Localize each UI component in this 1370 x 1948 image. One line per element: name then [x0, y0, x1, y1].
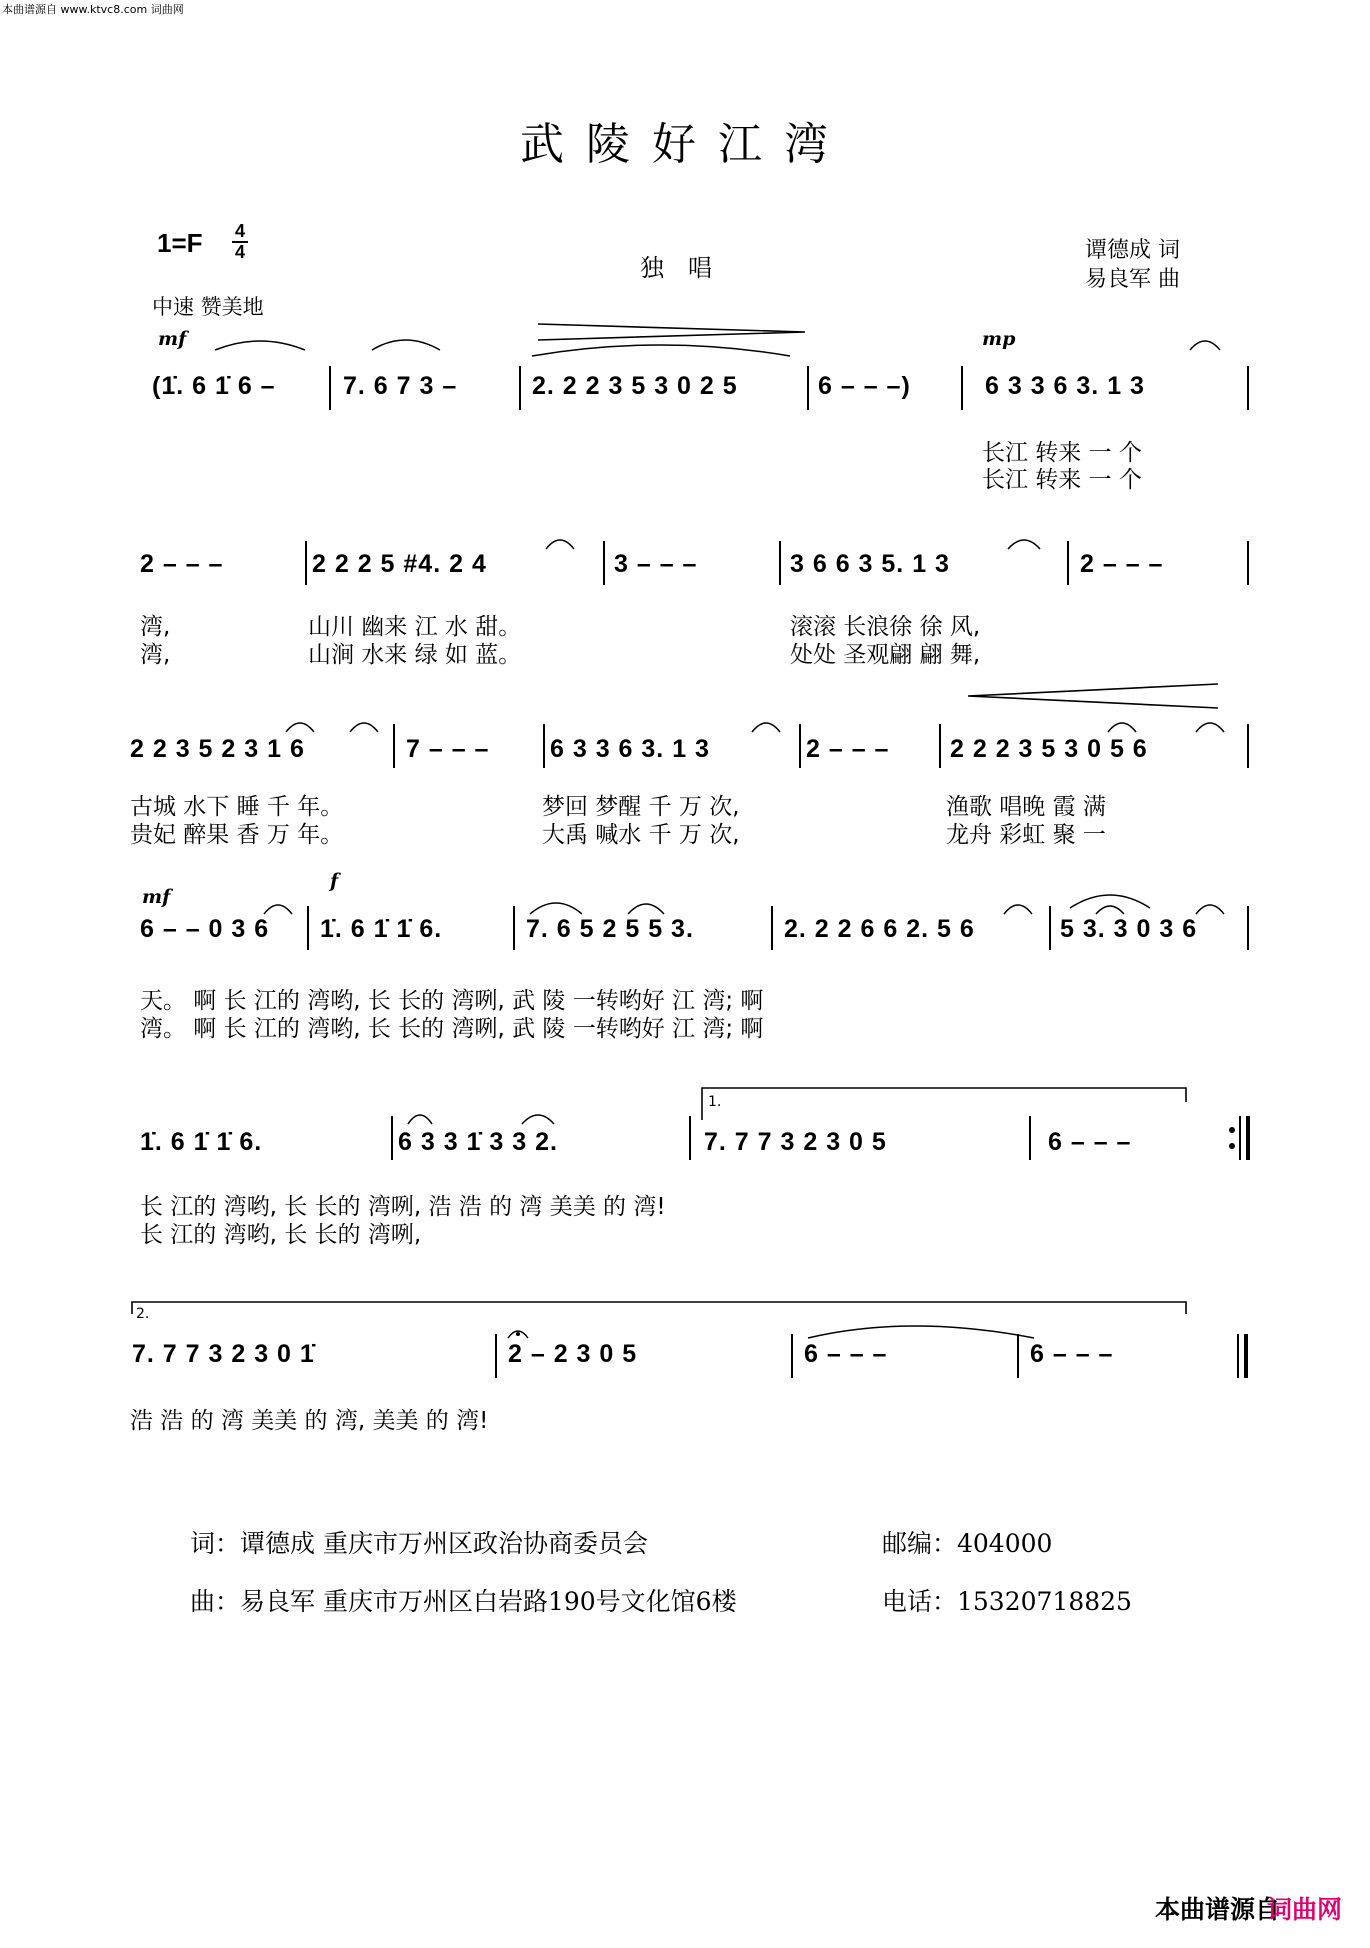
- row6-bar3: 6 – – –: [804, 1340, 888, 1368]
- bottom-watermark-source: 本曲谱源自: [1154, 1895, 1280, 1924]
- time-signature-bottom: 4: [234, 242, 245, 262]
- dynamic-mp: mp: [982, 328, 1016, 350]
- row2-lyric2-b: 山涧 水来 绿 如 蓝。: [308, 642, 522, 668]
- key-signature: 1=F: [157, 228, 203, 258]
- row3-bar5: 2 2 2 3 5 3 0 5 6: [950, 735, 1148, 763]
- source-watermark: 本曲谱源自 www.ktvc8.com 词曲网: [2, 3, 184, 16]
- row4-bar1: 6 – – 0 3 6: [140, 915, 270, 943]
- row6-bar1: 7. 7 7 3 2 3 0 1̇: [132, 1340, 315, 1368]
- row3-bar3: 6 3 3 6 3. 1 3: [550, 735, 710, 763]
- row2-lyric1-a: 湾,: [140, 614, 171, 640]
- tempo-marking: 中速 赞美地: [152, 295, 264, 319]
- row4-bar3: 7. 6 5 2 5 5 3.: [526, 915, 694, 943]
- footer-lyricist-info: 词：谭德成 重庆市万州区政治协商委员会: [190, 1529, 648, 1558]
- row2-lyric1-c: 滚滚 长浪徐 徐 风,: [790, 614, 981, 640]
- row1-lyrics-verse2: 长江 转来 一 个: [982, 467, 1142, 493]
- row5-bar4: 6 – – –: [1048, 1128, 1132, 1156]
- row3-bar4: 2 – – –: [806, 735, 890, 763]
- row3-barlines-and-hairpin: [0, 672, 1370, 782]
- row2-bar4: 3 6 6 3 5. 1 3: [790, 550, 950, 578]
- row4-lyrics-verse1: 天。 啊 长 江的 湾哟, 长 长的 湾咧, 武 陵 一转哟好 江 湾; 啊: [140, 988, 764, 1014]
- row1-bar4: 6 – – –): [818, 372, 911, 400]
- row6-bar4: 6 – – –: [1030, 1340, 1114, 1368]
- time-signature: [232, 222, 248, 262]
- row6-lyrics: 浩 浩 的 湾 美美 的 湾, 美美 的 湾!: [130, 1408, 489, 1434]
- footer-composer-info: 曲：易良军 重庆市万州区白岩路190号文化馆6楼: [190, 1587, 737, 1616]
- time-signature-top: 4: [234, 221, 245, 241]
- row4-bar5: 5 3. 3 0 3 6: [1060, 915, 1198, 943]
- row3-lyric2-b: 大禹 喊水 千 万 次,: [542, 822, 740, 848]
- row4-lyrics-verse2: 湾。 啊 长 江的 湾哟, 长 长的 湾咧, 武 陵 一转哟好 江 湾; 啊: [140, 1016, 764, 1042]
- row3-lyric1-c: 渔歌 唱晚 霞 满: [946, 794, 1106, 820]
- row4-bar4: 2. 2 2 6 6 2. 5 6: [784, 915, 975, 943]
- row2-bar3: 3 – – –: [614, 550, 698, 578]
- row1-bar2: 7. 6 7 3 –: [343, 372, 458, 400]
- bottom-watermark-site: 词曲网: [1266, 1895, 1342, 1924]
- dynamic-f: f: [330, 870, 339, 892]
- row3-bar2: 7 – – –: [406, 735, 490, 763]
- row1-bar3: 2. 2 2 3 5 3 0 2 5: [532, 372, 738, 400]
- row4-bar2: 1̇. 6 1̇ 1̇ 6.: [320, 915, 443, 943]
- song-title: 武陵好江湾: [520, 119, 850, 170]
- row3-lyric2-a: 贵妃 醉果 香 万 年。: [130, 822, 344, 848]
- row2-bar1: 2 – – –: [140, 550, 224, 578]
- footer-postcode: 邮编：404000: [882, 1529, 1053, 1558]
- row6-bar2: 2 – 2 3 0 5: [508, 1340, 638, 1368]
- row2-bar2: 2 2 2 5 #4. 2 4: [312, 550, 487, 578]
- dynamic-mf: mf: [158, 328, 187, 350]
- row5-lyrics-verse1: 长 江的 湾哟, 长 长的 湾咧, 浩 浩 的 湾 美美 的 湾!: [140, 1194, 666, 1220]
- composer-credit: 易良军 曲: [1085, 267, 1180, 292]
- row2-lyric2-a: 湾,: [140, 642, 171, 668]
- row1-lyrics-verse1: 长江 转来 一 个: [982, 440, 1142, 466]
- row5-bar2: 6 3 3 1̇ 3 3 2.: [398, 1128, 558, 1156]
- row2-bar5: 2 – – –: [1080, 550, 1164, 578]
- performance-type: 独唱: [640, 254, 736, 282]
- row3-bar1: 2 2 3 5 2 3 1 6: [130, 735, 305, 763]
- volta-2-label: 2.: [136, 1306, 150, 1322]
- row5-bar3: 7. 7 7 3 2 3 0 5: [704, 1128, 887, 1156]
- row1-bar1: (1̇. 6 1̇ 6 –: [152, 372, 276, 400]
- row3-lyric1-a: 古城 水下 睡 千 年。: [130, 794, 344, 820]
- row3-lyric2-c: 龙舟 彩虹 聚 一: [946, 822, 1106, 848]
- credits: [1085, 236, 1180, 294]
- row2-lyric1-b: 山川 幽来 江 水 甜。: [308, 614, 522, 640]
- row3-lyric1-b: 梦回 梦醒 千 万 次,: [542, 794, 740, 820]
- lyricist-credit: 谭德成 词: [1085, 238, 1180, 263]
- row2-lyric2-c: 处处 圣观翩 翩 舞,: [790, 642, 981, 668]
- row1-bar5: 6 3 3 6 3. 1 3: [985, 372, 1145, 400]
- row5-lyrics-verse2: 长 江的 湾哟, 长 长的 湾咧,: [140, 1222, 422, 1248]
- footer-phone: 电话：15320718825: [882, 1587, 1132, 1616]
- volta-1-label: 1.: [708, 1094, 722, 1110]
- row5-bar1: 1̇. 6 1̇ 1̇ 6.: [140, 1128, 263, 1156]
- dynamic-mf-2: mf: [142, 886, 171, 908]
